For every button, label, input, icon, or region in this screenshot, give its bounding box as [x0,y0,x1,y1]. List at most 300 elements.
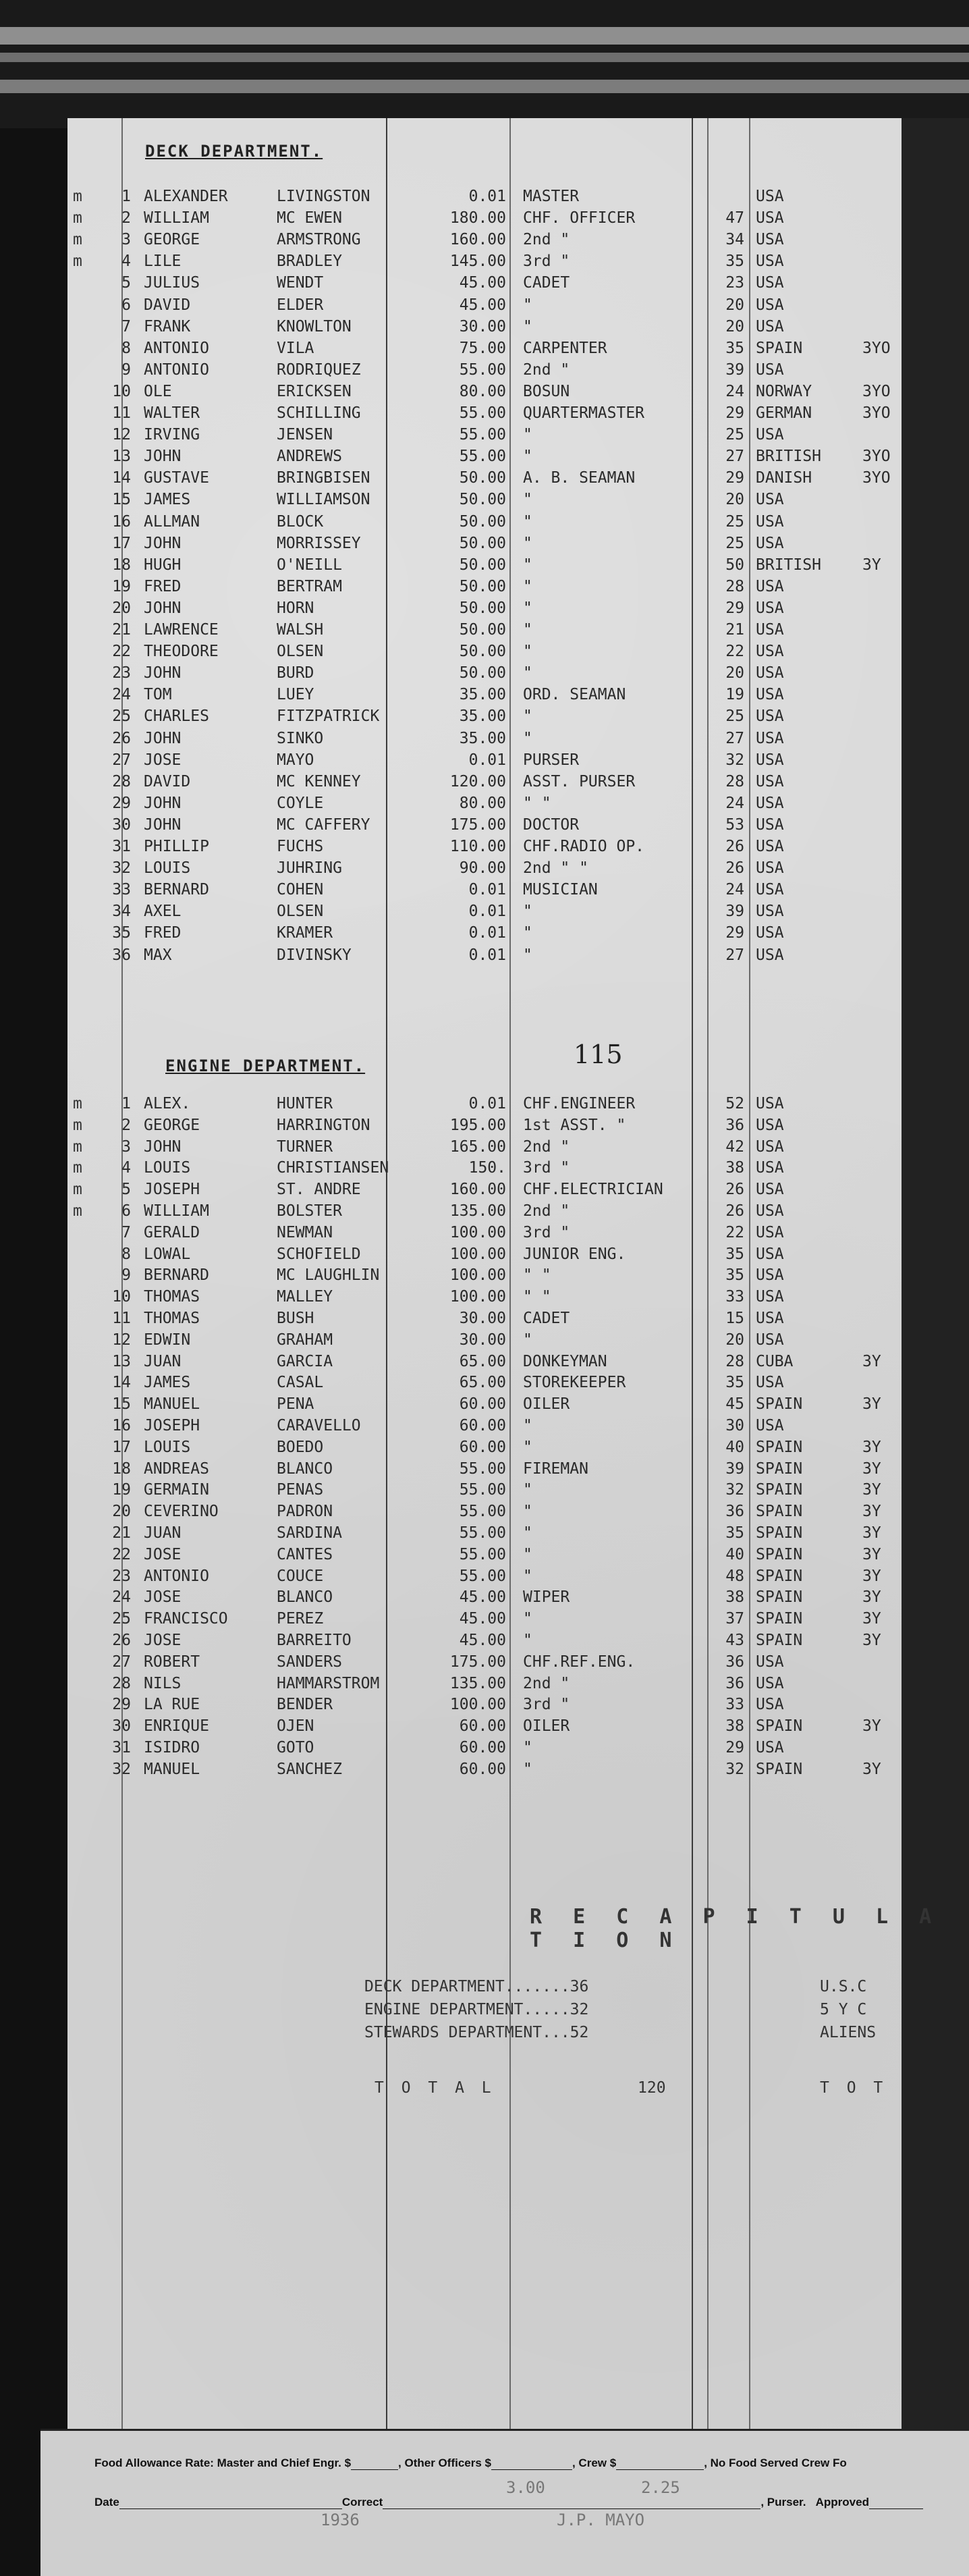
crew-nationality: USA [756,1181,784,1199]
crew-nationality: USA [756,426,784,444]
crew-age: 29 [725,924,744,942]
crew-rank: CHF.ELECTRICIAN [523,1181,663,1199]
crew-nationality: SPAIN [756,1395,803,1414]
crew-wage: 175.00 [449,1653,506,1671]
scanner-strip [0,27,969,45]
crew-nationality: USA [756,815,784,834]
crew-age: 20 [725,664,744,682]
crew-number: 3 [121,1137,131,1156]
crew-first-name: JOHN [144,448,182,466]
crew-row [0,513,969,535]
crew-number: 35 [112,924,131,942]
crew-rank: " [523,534,532,552]
crew-first-name: JOHN [144,815,182,834]
crew-wage: 50.00 [459,621,506,639]
crew-rank: " [523,707,532,726]
crew-first-name: WILLIAM [144,209,209,227]
crew-nationality: NORWAY [756,382,812,400]
crew-rank: ASST. PURSER [523,772,636,790]
crew-row [0,448,969,469]
crew-wage: 30.00 [459,317,506,336]
crew-first-name: EDWIN [144,1331,191,1349]
crew-mark: m [73,1095,82,1112]
crew-first-name: LOUIS [144,859,191,878]
crew-first-name: ANTONIO [144,339,209,357]
crew-rank: CHF.ENGINEER [523,1095,636,1112]
crew-years: 3Y [862,1588,881,1607]
crew-rank: " [523,556,532,574]
crew-number: 10 [112,1288,131,1306]
crew-age: 26 [725,838,744,855]
crew-wage: 60.00 [459,1438,506,1456]
crew-first-name: OLE [144,382,172,400]
crew-number: 31 [112,1739,131,1756]
crew-number: 30 [112,1717,131,1736]
crew-rank: " [523,1739,532,1756]
crew-row [0,1481,969,1503]
crew-row [0,404,969,426]
crew-first-name: ANTONIO [144,360,209,379]
crew-number: 2 [121,1116,131,1134]
crew-row [0,1588,969,1610]
crew-rank: " [523,599,532,617]
crew-rank: " [523,1760,532,1778]
crew-age: 34 [725,231,744,249]
crew-number: 14 [112,469,131,487]
crew-wage: 45.00 [459,1610,506,1628]
crew-first-name: ROBERT [144,1653,200,1671]
crew-wage: 60.00 [459,1760,506,1778]
crew-last-name: BARREITO [277,1632,352,1649]
crew-number: 8 [121,1245,131,1263]
crew-wage: 175.00 [449,815,506,834]
crew-age: 45 [725,1395,744,1414]
crew-first-name: CHARLES [144,707,209,726]
master-rate-field[interactable] [351,2469,398,2470]
crew-mark: m [73,1159,82,1177]
crew-rate-field[interactable] [616,2469,704,2470]
crew-first-name: JOSEPH [144,1417,200,1434]
crew-nationality: USA [756,794,784,812]
crew-first-name: TOM [144,686,172,704]
crew-number: 3 [121,231,131,249]
no-food-label: , No Food Served Crew Fo [704,2457,847,2469]
crew-age: 15 [725,1310,744,1327]
crew-wage: 75.00 [459,339,506,357]
crew-rank: " [523,924,532,942]
crew-wage: 35.00 [459,686,506,704]
recap-total-label: T O T A L [375,2079,495,2097]
recap-engine: ENGINE DEPARTMENT.....32 [364,2001,589,2018]
crew-row [0,838,969,859]
crew-age: 42 [725,1137,744,1156]
crew-age: 22 [725,643,744,661]
crew-last-name: CHRISTIANSEN [277,1159,389,1177]
crew-wage: 50.00 [459,599,506,617]
crew-years: 3Y [862,1760,881,1778]
crew-number: 30 [112,815,131,834]
signature-line [94,2496,923,2509]
crew-rank: MASTER [523,188,580,205]
crew-nationality: SPAIN [756,1481,803,1499]
crew-last-name: SANCHEZ [277,1760,342,1778]
crew-wage: 50.00 [459,491,506,509]
crew-age: 36 [725,1116,744,1134]
crew-age: 36 [725,1653,744,1671]
crew-nationality: USA [756,664,784,682]
crew-nationality: USA [756,512,784,531]
crew-last-name: HUNTER [277,1095,333,1112]
crew-rank: OILER [523,1717,570,1736]
crew-nationality: USA [756,599,784,617]
crew-wage: 80.00 [459,382,506,400]
crew-number: 17 [112,1438,131,1456]
crew-last-name: RODRIQUEZ [277,360,361,379]
crew-nationality: SPAIN [756,339,803,357]
crew-first-name: WALTER [144,404,200,422]
crew-rank: 1st ASST. " [523,1116,626,1134]
crew-last-name: BUSH [277,1310,314,1327]
crew-nationality: USA [756,1674,784,1692]
crew-last-name: SCHOFIELD [277,1245,361,1263]
crew-first-name: ALEXANDER [144,188,228,205]
crew-wage: 145.00 [449,252,506,271]
crew-number: 1 [121,188,131,205]
faint-officers-rate: 2.25 [641,2478,680,2497]
crew-age: 35 [725,252,744,271]
crew-age: 28 [725,772,744,790]
crew-wage: 65.00 [459,1352,506,1370]
crew-nationality: DANISH [756,469,812,487]
crew-rank: " [523,1417,532,1434]
crew-row [0,1353,969,1374]
crew-number: 25 [112,1610,131,1628]
crew-wage: 55.00 [459,1545,506,1563]
crew-row [0,383,969,404]
recapitulation-title: R E C A P I T U L A T I O N [530,1905,941,1952]
purser-signature-field[interactable] [383,2508,760,2509]
crew-age: 23 [725,274,744,292]
crew-wage: 135.00 [449,1674,506,1692]
crew-first-name: LOUIS [144,1159,191,1177]
crew-row [0,1331,969,1353]
crew-row [0,773,969,795]
crew-age: 36 [725,1503,744,1521]
crew-wage: 50.00 [459,643,506,661]
crew-years: 3YO [862,469,891,487]
crew-row [0,621,969,643]
crew-row [0,578,969,599]
crew-years: 3Y [862,1632,881,1649]
crew-first-name: FRANK [144,317,191,336]
crew-wage: 0.01 [468,924,506,942]
crew-last-name: NEWMAN [277,1223,333,1241]
crew-number: 4 [121,252,131,271]
crew-years: 3Y [862,1717,881,1736]
crew-last-name: PENA [277,1395,314,1414]
crew-row [0,730,969,751]
crew-nationality: USA [756,772,784,790]
crew-number: 16 [112,512,131,531]
crew-last-name: COUCE [277,1567,324,1585]
crew-rank: " [523,512,532,531]
crew-rank: " " [523,794,551,812]
crew-age: 27 [725,729,744,747]
crew-wage: 55.00 [459,1503,506,1521]
crew-row [0,881,969,903]
crew-row [0,188,969,209]
crew-row [0,1653,969,1675]
crew-number: 26 [112,1632,131,1649]
crew-wage: 150. [468,1159,506,1177]
crew-last-name: PENAS [277,1481,324,1499]
crew-nationality: USA [756,1095,784,1112]
crew-nationality: USA [756,1137,784,1156]
crew-last-name: ERICKSEN [277,382,352,400]
crew-rank: DONKEYMAN [523,1352,607,1370]
page-number: 115 [574,1040,623,1069]
crew-row [0,556,969,578]
crew-years: 3Y [862,1438,881,1456]
crew-number: 29 [112,794,131,812]
crew-age: 50 [725,556,744,574]
crew-last-name: CANTES [277,1545,333,1563]
crew-nationality: USA [756,859,784,878]
crew-rank: " [523,664,532,682]
engine-department-title: ENGINE DEPARTMENT. [165,1056,366,1075]
crew-last-name: DIVINSKY [277,946,352,964]
crew-rank: " [523,491,532,509]
crew-wage: 50.00 [459,469,506,487]
crew-rank: " [523,1567,532,1585]
crew-age: 20 [725,317,744,336]
crew-last-name: WILLIAMSON [277,491,370,509]
date-label: Date [94,2496,119,2508]
crew-age: 20 [725,296,744,314]
recap-five-year: 5 Y C [820,2001,867,2018]
crew-number: 24 [112,686,131,704]
crew-wage: 30.00 [459,1331,506,1349]
crew-number: 6 [121,1202,131,1220]
crew-age: 24 [725,881,744,899]
crew-rank: 2nd " [523,231,570,249]
crew-number: 26 [112,729,131,747]
crew-last-name: GARCIA [277,1352,333,1370]
crew-last-name: COYLE [277,794,324,812]
crew-nationality: USA [756,534,784,552]
crew-nationality: USA [756,838,784,855]
crew-mark: m [73,1137,82,1156]
crew-row [0,469,969,491]
crew-age: 19 [725,686,744,704]
crew-nationality: USA [756,924,784,942]
crew-nationality: SPAIN [756,1438,803,1456]
crew-first-name: ANTONIO [144,1567,209,1585]
crew-rank: 2nd " [523,1674,570,1692]
crew-rank: 3rd " [523,252,570,271]
crew-nationality: USA [756,686,784,704]
crew-age: 29 [725,469,744,487]
crew-wage: 0.01 [468,188,506,205]
crew-first-name: THEODORE [144,643,219,661]
crew-row [0,231,969,252]
crew-rank: PURSER [523,751,580,769]
crew-first-name: GUSTAVE [144,469,209,487]
crew-age: 22 [725,1223,744,1241]
crew-wage: 65.00 [459,1374,506,1392]
recap-total-right: T O T [820,2079,887,2097]
crew-number: 23 [112,664,131,682]
crew-last-name: BENDER [277,1696,333,1714]
crew-last-name: BOEDO [277,1438,324,1456]
officers-rate-field[interactable] [491,2469,572,2470]
crew-last-name: MAYO [277,751,314,769]
crew-wage: 100.00 [449,1245,506,1263]
crew-number: 15 [112,491,131,509]
crew-first-name: BERNARD [144,1266,209,1285]
crew-row [0,1567,969,1589]
crew-row [0,859,969,881]
crew-first-name: LOUIS [144,1438,191,1456]
crew-age: 28 [725,1352,744,1370]
crew-wage: 55.00 [459,1481,506,1499]
crew-number: 23 [112,1567,131,1585]
crew-first-name: BERNARD [144,881,209,899]
crew-number: 19 [112,1481,131,1499]
crew-nationality: USA [756,274,784,292]
crew-rank: 3rd " [523,1159,570,1177]
crew-last-name: PEREZ [277,1610,324,1628]
crew-nationality: USA [756,1739,784,1756]
crew-last-name: SINKO [277,729,324,747]
crew-wage: 50.00 [459,556,506,574]
crew-rank: " [523,1524,532,1542]
crew-last-name: OJEN [277,1717,314,1736]
crew-wage: 55.00 [459,448,506,466]
crew-row [0,1095,969,1117]
crew-first-name: JOHN [144,664,182,682]
crew-nationality: BRITISH [756,448,821,466]
crew-number: 20 [112,599,131,617]
crew-age: 33 [725,1696,744,1714]
date-field[interactable] [119,2508,342,2509]
crew-wage: 45.00 [459,1632,506,1649]
crew-last-name: VILA [277,339,314,357]
crew-last-name: FITZPATRICK [277,707,380,726]
crew-first-name: GEORGE [144,1116,200,1134]
crew-first-name: LOWAL [144,1245,191,1263]
crew-rank: " [523,296,532,314]
crew-rank: " [523,1545,532,1563]
crew-first-name: JAMES [144,1374,191,1392]
crew-last-name: MALLEY [277,1288,333,1306]
crew-nationality: SPAIN [756,1567,803,1585]
crew-wage: 50.00 [459,512,506,531]
crew-nationality: USA [756,1288,784,1306]
crew-nationality: USA [756,881,784,899]
crew-years: 3Y [862,1610,881,1628]
crew-first-name: JOSE [144,1588,182,1607]
crew-wage: 50.00 [459,534,506,552]
crew-number: 27 [112,751,131,769]
crew-wage: 45.00 [459,1588,506,1607]
crew-first-name: ISIDRO [144,1739,200,1756]
crew-age: 20 [725,491,744,509]
crew-row [0,751,969,773]
crew-nationality: USA [756,360,784,379]
crew-last-name: KNOWLTON [277,317,352,336]
crew-nationality: SPAIN [756,1610,803,1628]
crew-row [0,686,969,707]
crew-row [0,795,969,816]
crew-wage: 60.00 [459,1717,506,1736]
crew-wage: 55.00 [459,426,506,444]
crew-wage: 120.00 [449,772,506,790]
crew-age: 52 [725,1095,744,1112]
crew-nationality: USA [756,491,784,509]
crew-rank: WIPER [523,1588,570,1607]
crew-nationality: USA [756,946,784,964]
crew-number: 28 [112,1674,131,1692]
crew-rank: " [523,577,532,595]
crew-wage: 0.01 [468,751,506,769]
crew-mark: m [73,231,82,249]
crew-rank: 2nd " [523,360,570,379]
approved-field[interactable] [869,2508,923,2509]
crew-row [0,318,969,340]
crew-rank: " [523,1481,532,1499]
crew-first-name: DAVID [144,296,191,314]
crew-first-name: THOMAS [144,1310,200,1327]
crew-years: 3Y [862,1459,881,1478]
crew-rank: 2nd " [523,1137,570,1156]
crew-row [0,946,969,968]
crew-first-name: JOHN [144,599,182,617]
crew-row [0,1696,969,1717]
crew-last-name: BLOCK [277,512,324,531]
crew-rank: " [523,1503,532,1521]
crew-last-name: O'NEILL [277,556,342,574]
recap-stewards: STEWARDS DEPARTMENT...52 [364,2024,589,2041]
crew-wage: 50.00 [459,577,506,595]
crew-nationality: USA [756,729,784,747]
crew-mark: m [73,188,82,205]
crew-nationality: USA [756,1223,784,1241]
crew-rank: ORD. SEAMAN [523,686,626,704]
crew-number: 9 [121,1266,131,1285]
crew-first-name: LA RUE [144,1696,200,1714]
crew-row [0,209,969,231]
crew-first-name: NILS [144,1674,182,1692]
crew-number: 25 [112,707,131,726]
crew-number: 1 [121,1095,131,1112]
crew-first-name: PHILLIP [144,838,209,855]
crew-rank: 3rd " [523,1696,570,1714]
crew-nationality: USA [756,296,784,314]
crew-number: 32 [112,859,131,878]
faint-purser-name: J.P. MAYO [557,2511,645,2529]
crew-row [0,924,969,946]
crew-nationality: USA [756,317,784,336]
crew-age: 38 [725,1159,744,1177]
crew-row [0,361,969,383]
crew-number: 5 [121,274,131,292]
crew-row [0,1159,969,1181]
crew-last-name: JENSEN [277,426,333,444]
crew-row [0,816,969,838]
crew-number: 29 [112,1696,131,1714]
crew-first-name: JOHN [144,534,182,552]
